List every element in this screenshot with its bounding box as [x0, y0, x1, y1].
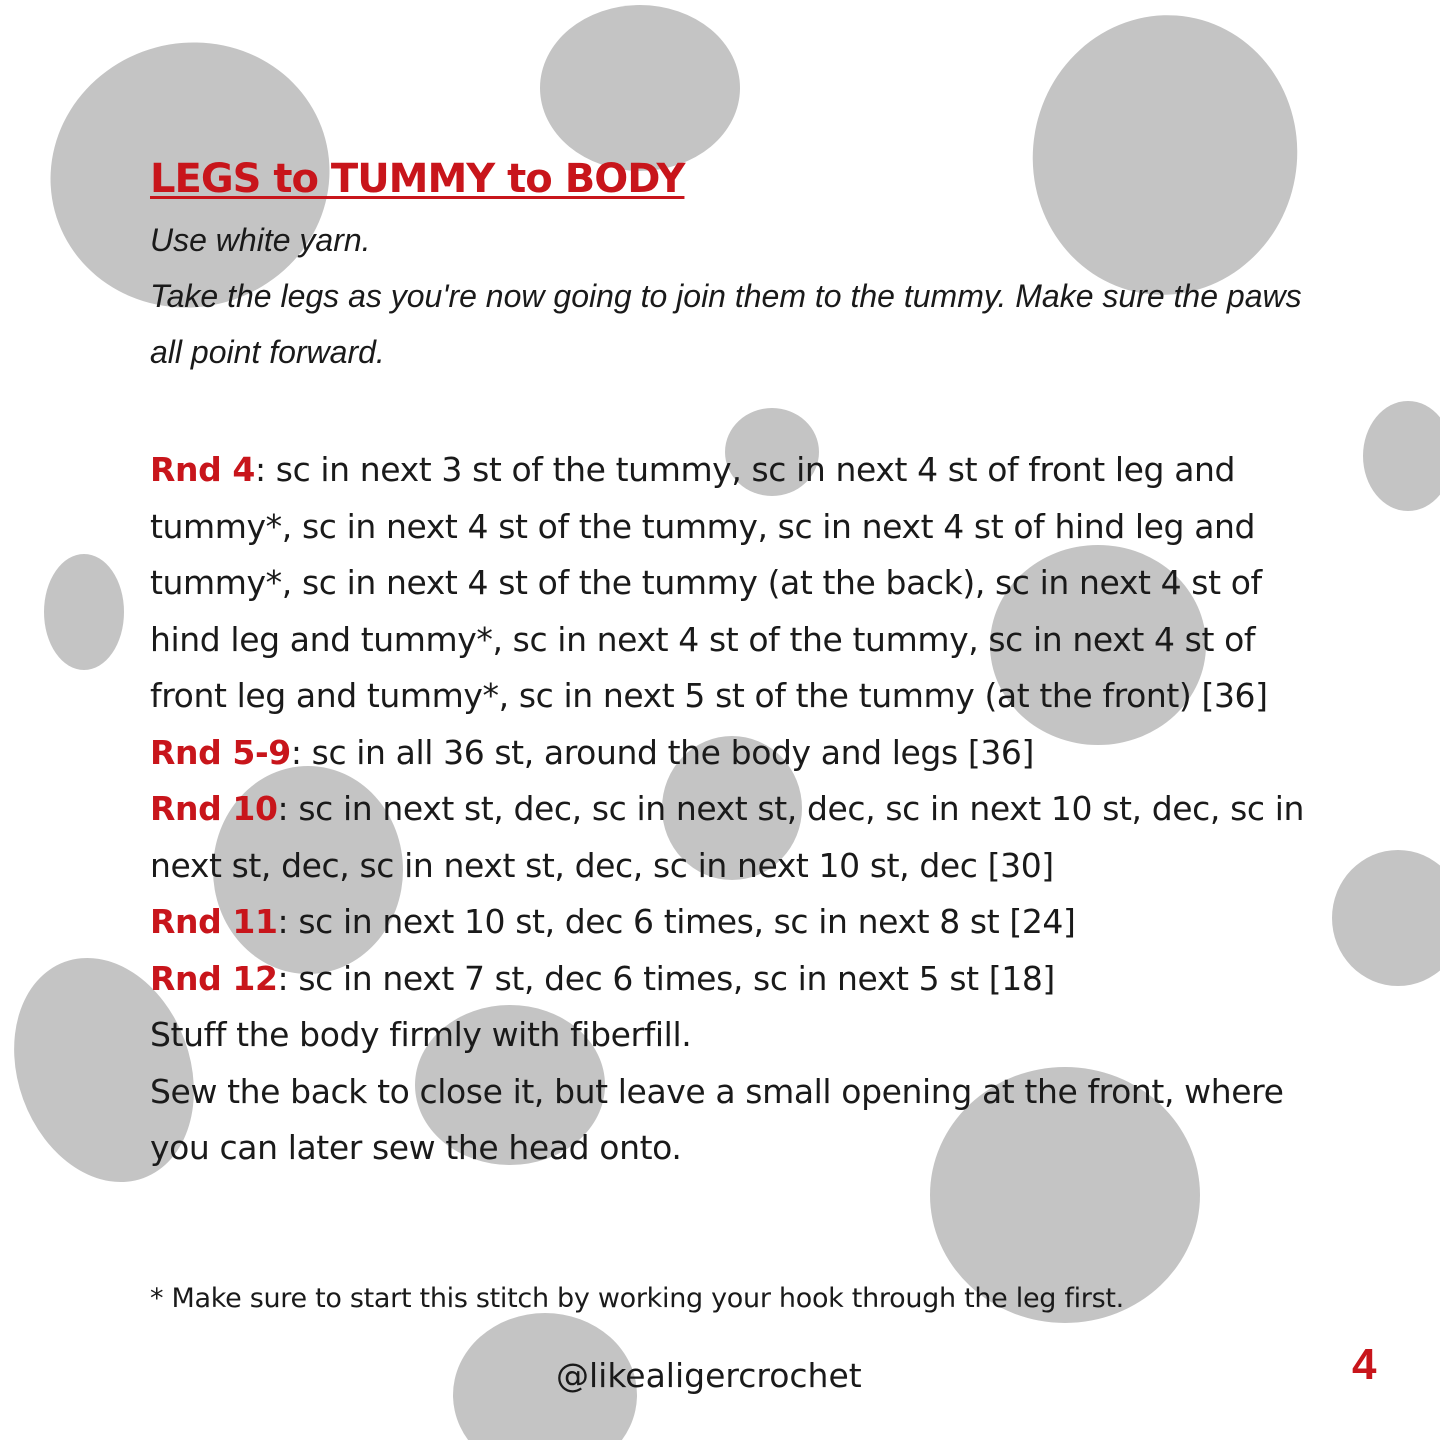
spot	[44, 554, 124, 670]
instruction-stuff: Stuff the body firmly with fiberfill.	[150, 1015, 692, 1054]
round-12	[150, 951, 1310, 1008]
spot	[1332, 850, 1440, 986]
round-text: : sc in next 7 st, dec 6 times, sc in next 5 st [18]	[277, 958, 1055, 998]
social-handle: @likealigercrochet	[556, 1356, 862, 1395]
round-10	[150, 781, 1310, 894]
round-text: : sc in next st, dec, sc in next st, dec, sc in next 10 st, dec, sc in next st, dec, sc in next st, dec, sc in next 10 st, dec [30]	[150, 789, 1304, 885]
round-text: : sc in all 36 st, around the body and legs [36]	[290, 732, 1034, 772]
round-text: : sc in next 3 st of the tummy, sc in next 4 st of front leg and tummy*, sc in next 4 st of the tummy, sc in next 4 st of hind leg and tummy*, sc in next 4 st of the tummy (at the back), sc in next 4 st of hind leg and tummy*, sc in next 4 st of the tummy, sc in next 4 st of front leg and tummy*, sc in next 5 st of the tummy (at the front) [36]	[150, 450, 1268, 715]
round-label: Rnd 10	[150, 789, 278, 828]
spot	[1363, 401, 1440, 511]
page-number: 4	[1352, 1340, 1377, 1389]
spot	[540, 5, 740, 171]
round-5-9	[150, 725, 1310, 782]
round-4	[150, 442, 1310, 725]
rounds-list	[150, 442, 1310, 1177]
pattern-content	[150, 150, 1310, 1177]
round-label: Rnd 4	[150, 450, 255, 489]
round-11	[150, 894, 1310, 951]
round-label: Rnd 11	[150, 902, 278, 941]
intro-line-yarn: Use white yarn.	[150, 222, 371, 258]
intro-text	[150, 212, 1310, 380]
intro-line-legs: Take the legs as you're now going to join them to the tummy. Make sure the paws all point forward.	[150, 278, 1302, 370]
section-title: LEGS to TUMMY to BODY	[150, 156, 685, 202]
round-text: : sc in next 10 st, dec 6 times, sc in next 8 st [24]	[277, 902, 1076, 941]
footnote: * Make sure to start this stitch by working your hook through the leg first.	[150, 1283, 1124, 1314]
instruction-sew: Sew the back to close it, but leave a small opening at the front, where you can later sew the head onto.	[150, 1071, 1284, 1167]
round-label: Rnd 5-9	[150, 732, 291, 772]
round-label: Rnd 12	[150, 958, 278, 998]
